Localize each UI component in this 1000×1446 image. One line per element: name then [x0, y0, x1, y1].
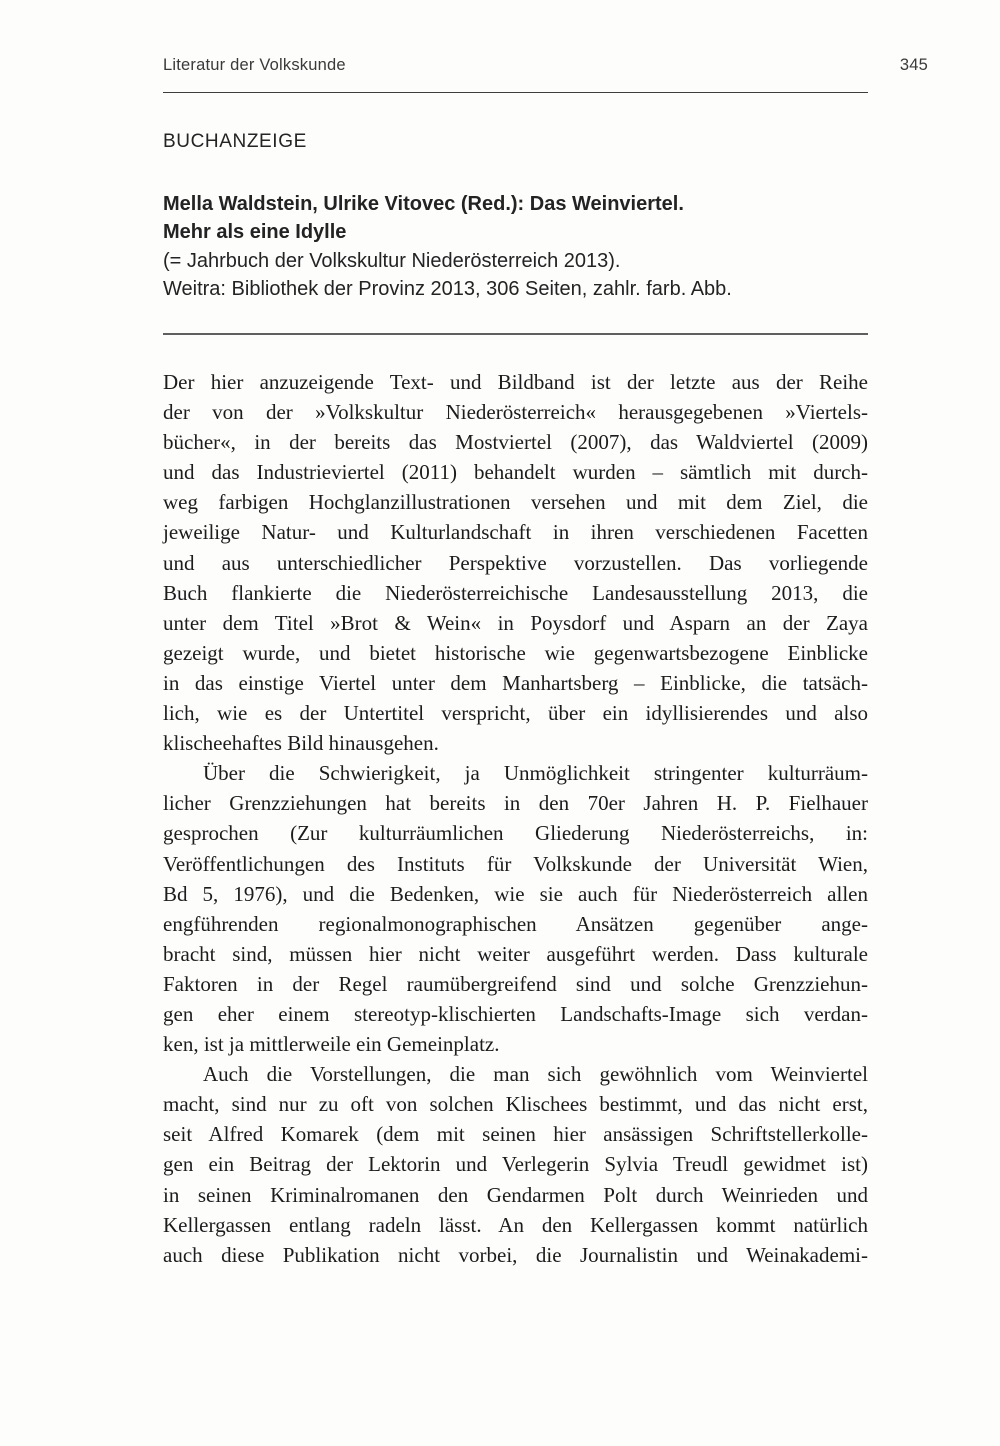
body-line: macht, sind nur zu oft von solchen Klischees bestimmt, und das nicht erst,: [163, 1092, 868, 1117]
body-line: engführenden regionalmonographischen Ansätzen gegenüber ange-: [163, 911, 868, 936]
body-line: Auch die Vorstellungen, die man sich gewöhnlich vom Weinviertel: [203, 1062, 868, 1087]
body-line: gezeigt wurde, und bietet historische wie gegenwartsbezogene Einblicke: [163, 640, 868, 665]
body-line: gen eher einem stereotyp-klischierten Landschafts-Image sich verdan-: [163, 1001, 868, 1026]
body-line: bücher«, in der bereits das Mostviertel (2007), das Waldviertel (2009): [163, 430, 868, 455]
body-line: Faktoren in der Regel raumübergreifend sind und solche Grenzziehun-: [163, 971, 868, 996]
body-line: unter dem Titel »Brot & Wein« in Poysdorf und Asparn an der Zaya: [163, 610, 868, 635]
body-line: bracht sind, müssen hier nicht weiter ausgeführt werden. Dass kulturale: [163, 941, 868, 966]
body-line: und aus unterschiedlicher Perspektive vorzustellen. Das vorliegende: [163, 550, 868, 575]
running-header-title: Literatur der Volkskunde: [163, 56, 346, 74]
citation-subtitle: Mehr als eine Idylle: [163, 221, 347, 244]
body-paragraph: [163, 758, 868, 1059]
body-line: in das einstige Viertel unter dem Manhartsberg – Einblicke, die tatsäch-: [163, 670, 868, 695]
body-line: jeweilige Natur- und Kulturlandschaft in ihren verschiedenen Facetten: [163, 520, 868, 545]
body-paragraph: [163, 1059, 868, 1270]
book-citation: [163, 190, 868, 304]
citation-series-note: (= Jahrbuch der Volkskultur Niederösterreich 2013).: [163, 249, 621, 272]
citation-imprint: Weitra: Bibliothek der Provinz 2013, 306 Seiten, zahlr. farb. Abb.: [163, 278, 732, 301]
body-line: Buch flankierte die Niederösterreichische Landesausstellung 2013, die: [163, 580, 868, 605]
review-body: [163, 367, 868, 1270]
body-line: gesprochen (Zur kulturräumlichen Gliederung Niederösterreichs, in:: [163, 821, 868, 846]
section-label: BUCHANZEIGE: [163, 131, 307, 152]
body-line: Der hier anzuzeigende Text- und Bildband ist der letzte aus der Reihe: [163, 370, 868, 394]
body-line: weg farbigen Hochglanzillustrationen versehen und mit dem Ziel, die: [163, 490, 868, 515]
body-line: lich, wie es der Untertitel verspricht, über ein idyllisierendes und also: [163, 701, 868, 726]
body-line: und das Industrieviertel (2011) behandelt wurden – sämtlich mit durch-: [163, 460, 868, 485]
body-line: Über die Schwierigkeit, ja Unmöglichkeit stringenter kulturräum-: [203, 761, 868, 786]
running-header: [163, 55, 928, 76]
body-line: licher Grenzziehungen hat bereits in den 70er Jahren H. P. Fielhauer: [163, 791, 868, 816]
body-line: in seinen Kriminalromanen den Gendarmen Polt durch Weinrieden und: [163, 1182, 868, 1207]
body-line: Veröffentlichungen des Instituts für Volkskunde der Universität Wien,: [163, 851, 868, 876]
page-number: 345: [899, 56, 928, 74]
header-rule: [163, 92, 868, 93]
citation-rule: [163, 333, 868, 335]
body-line: ken, ist ja mittlerweile ein Gemeinplatz.: [163, 1032, 500, 1057]
body-line: gen ein Beitrag der Lektorin und Verlegerin Sylvia Treudl gewidmet ist): [163, 1152, 868, 1177]
citation-authors-title: Mella Waldstein, Ulrike Vitovec (Red.): Das Weinviertel.: [163, 193, 684, 215]
body-line: Bd 5, 1976), und die Bedenken, wie sie auch für Niederösterreich allen: [163, 881, 868, 906]
body-paragraph: [163, 367, 868, 758]
body-line: der von der »Volkskultur Niederösterreich« herausgegebenen »Viertels-: [163, 400, 868, 425]
body-line: auch diese Publikation nicht vorbei, die Journalistin und Weinakademi-: [163, 1242, 868, 1267]
body-line: Kellergassen entlang radeln lässt. An den Kellergassen kommt natürlich: [163, 1212, 868, 1237]
body-line: seit Alfred Komarek (dem mit seinen hier ansässigen Schriftstellerkolle-: [163, 1122, 868, 1147]
body-line: klischeehaftes Bild hinausgehen.: [163, 731, 439, 756]
